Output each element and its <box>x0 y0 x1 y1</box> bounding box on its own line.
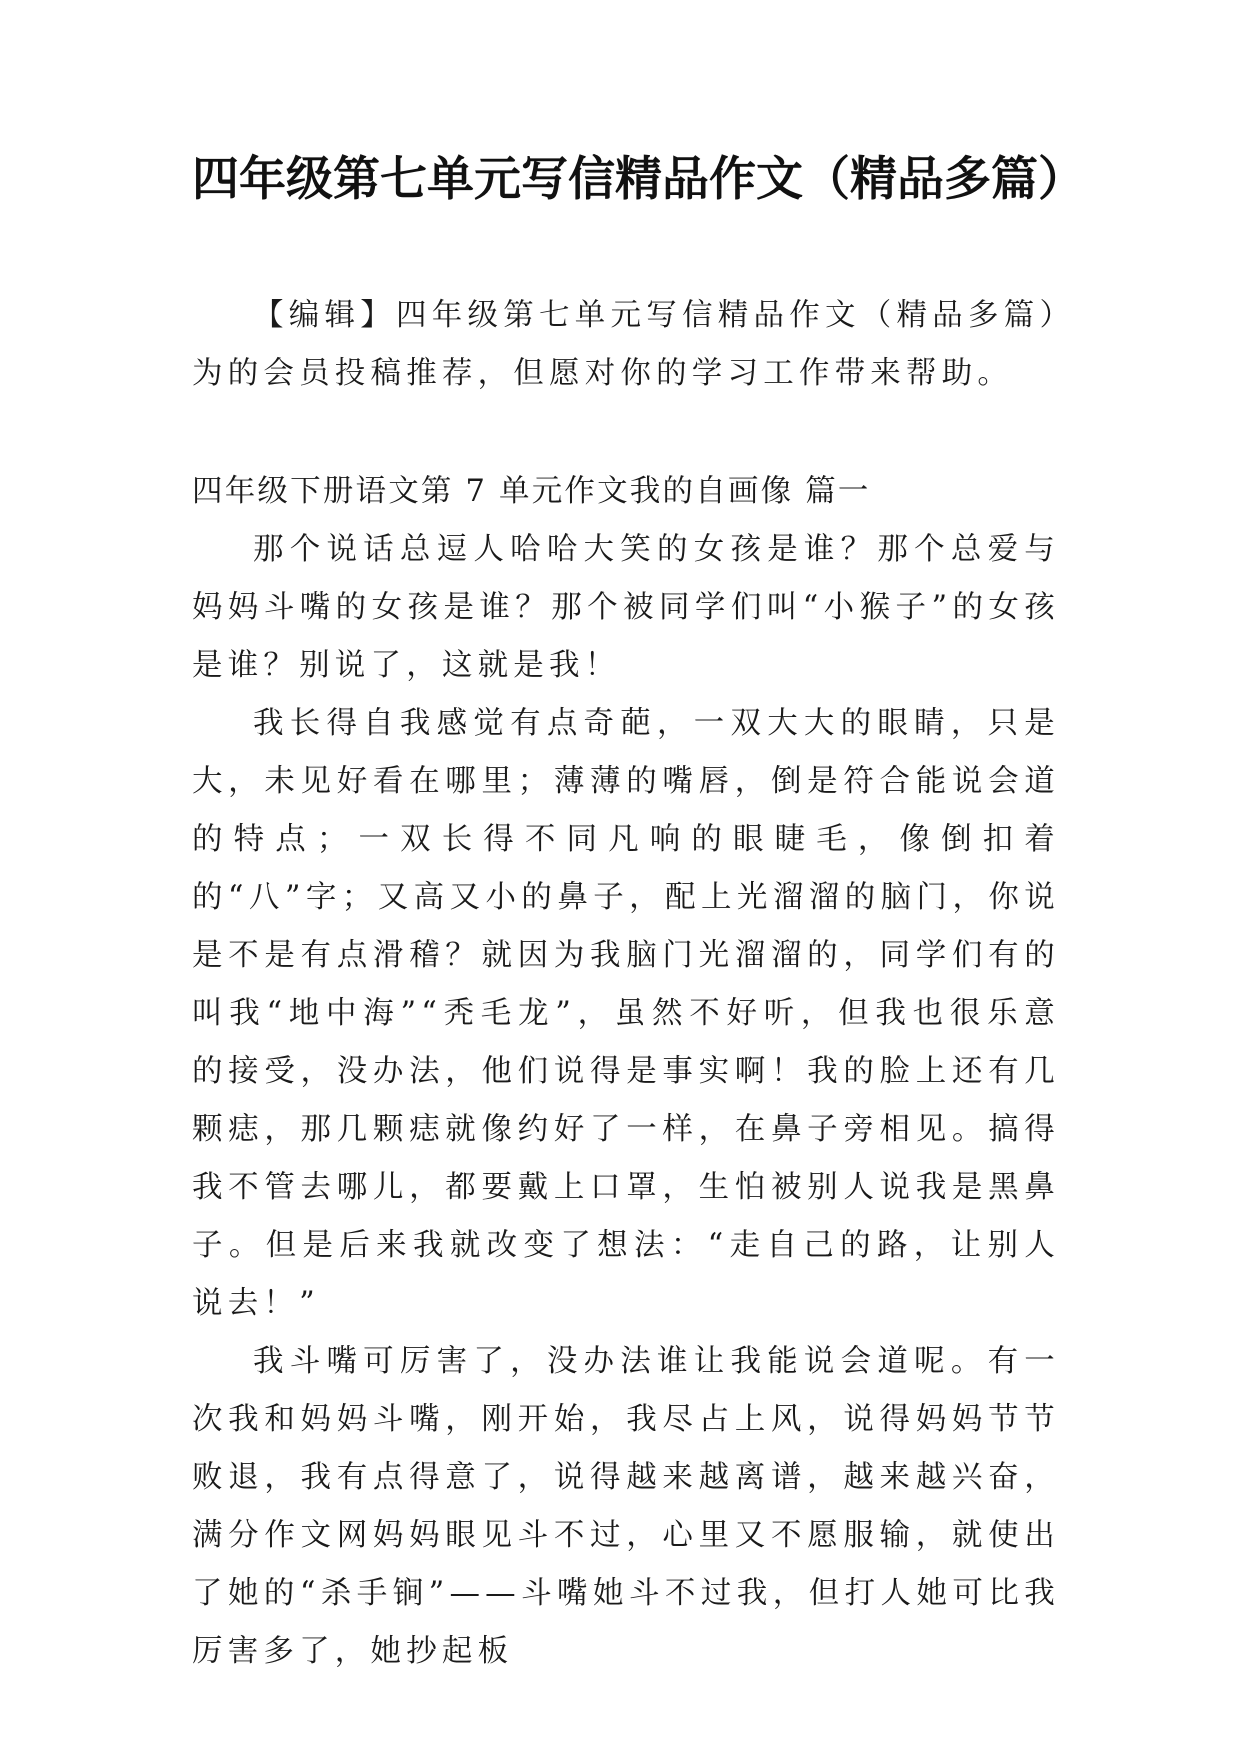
document-title: 四年级第七单元写信精品作文（精品多篇） <box>192 152 1085 207</box>
main-body <box>192 521 1060 1681</box>
intro-block <box>192 287 1060 403</box>
body-paragraph-1: 那个说话总逗人哈哈大笑的女孩是谁？那个总爱与妈妈斗嘴的女孩是谁？那个被同学们叫“小猴子”的女孩是谁？别说了，这就是我！ <box>192 532 1060 683</box>
body-paragraph-3: 我斗嘴可厉害了，没办法谁让我能说会道呢。有一次我和妈妈斗嘴，刚开始，我尽占上风，说得妈妈节节败退，我有点得意了，说得越来越离谱，越来越兴奋，满分作文网妈妈眼见斗不过，心里又不愿服输，就使出了她的“杀手锏”——斗嘴她斗不过我，但打人她可比我厉害多了，她抄起板 <box>192 1344 1060 1669</box>
section-heading: 四年级下册语文第 7 单元作文我的自画像 篇一 <box>192 474 871 509</box>
body-paragraph-2: 我长得自我感觉有点奇葩，一双大大的眼睛，只是大，未见好看在哪里；薄薄的嘴唇，倒是符合能说会道的特点；一双长得不同凡响的眼睫毛，像倒扣着的“八”字；又高又小的鼻子，配上光溜溜的脑门，你说是不是有点滑稽？就因为我脑门光溜溜的，同学们有的叫我“地中海”“秃毛龙”，虽然不好听，但我也很乐意的接受，没办法，他们说得是事实啊！我的脸上还有几颗痣，那几颗痣就像约好了一样，在鼻子旁相见。搞得我不管去哪儿，都要戴上口罩，生怕被别人说我是黑鼻子。但是后来我就改变了想法：“走自己的路，让别人说去！” <box>192 706 1060 1321</box>
intro-paragraph: 【编辑】四年级第七单元写信精品作文（精品多篇）为的会员投稿推荐，但愿对你的学习工作带来帮助。 <box>192 298 1060 391</box>
